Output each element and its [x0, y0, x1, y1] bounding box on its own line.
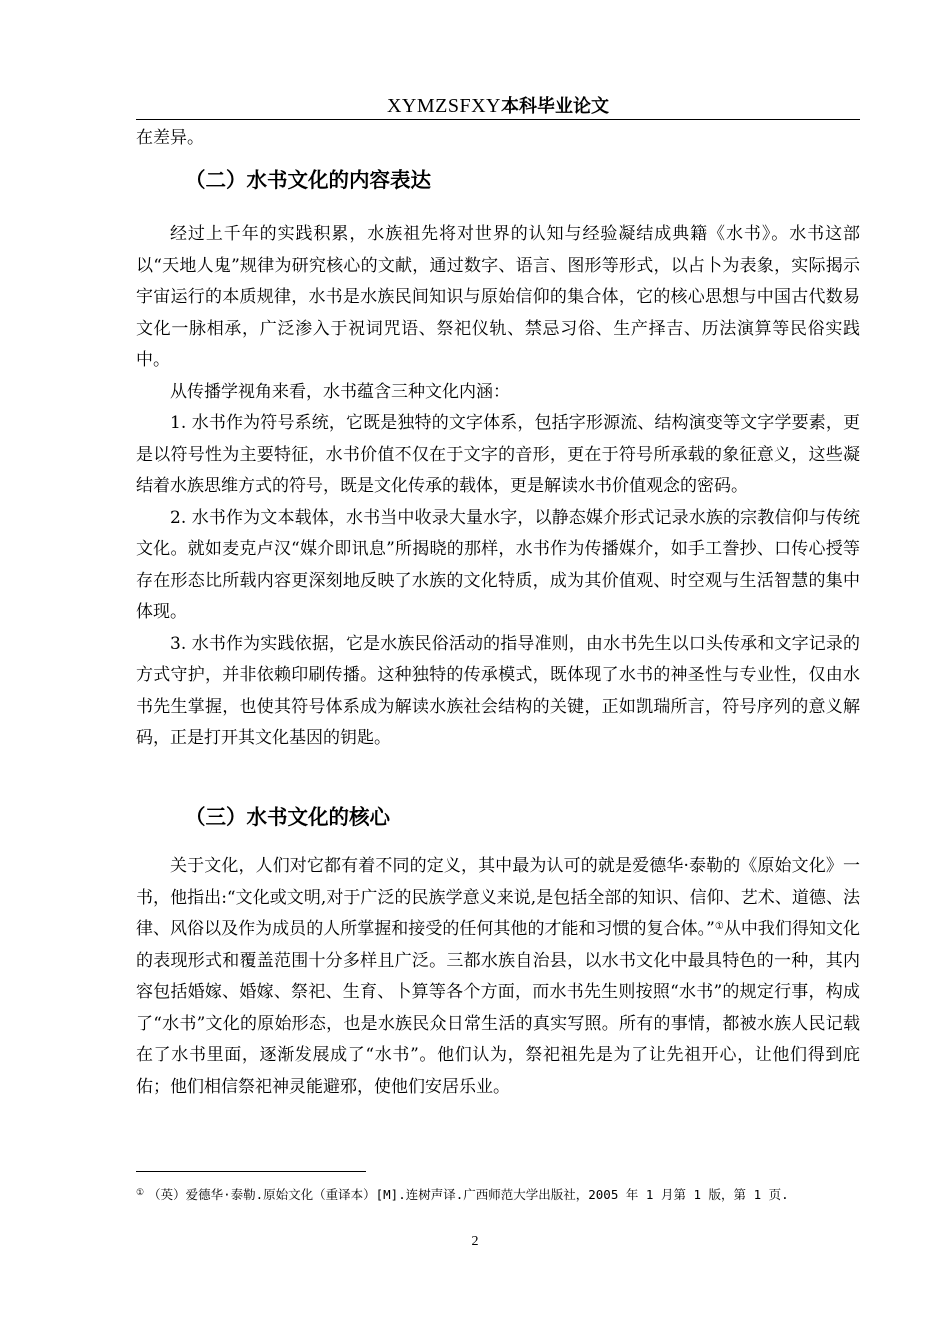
page-header [136, 92, 860, 120]
paragraph-part-1: 关于文化，人们对它都有着不同的定义，其中最为认可的就是爱德华·泰勒的《原始文化》一书，他指出:“文化或文明,对于广泛的民族学意义来说,是包括全部的知识、信仰、艺术、道德、法律、风俗以及作为成员的人所掌握和接受的任何其他的才能和习惯的复合体。” [136, 856, 860, 939]
footnote-mark: ① [136, 1188, 145, 1198]
list-item: 1. 水书作为符号系统，它既是独特的文字体系，包括字形源流、结构演变等文字学要素，更是以符号性为主要特征，水书价值不仅在于文字的音形，更在于符号所承载的象征意义，这些凝结着水族思维方式的符号，既是文化传承的载体，更是解读水书价值观念的密码。 [136, 413, 860, 496]
footnote-text: （英）爱德华·泰勒.原始文化（重译本）[M].连树声译.广西师范大学出版社，2005 年 1 月第 1 版，第 1 页. [148, 1187, 789, 1202]
footnote-reference[interactable]: ① [714, 921, 724, 932]
footnote-divider [136, 1171, 366, 1172]
paragraph [136, 851, 860, 1103]
paragraph-part-2: 从中我们得知文化的表现形式和覆盖范围十分多样且广泛。三都水族自治县，以水书文化中最具特色的一种，其内容包括婚嫁、婚嫁、祭祀、生育、卜算等各个方面，而水书先生则按照“水书”的规定行事，构成了“水书”文化的原始形态，也是水族民众日常生活的真实写照。所有的事情，都被水族人民记载在了水书里面，逐渐发展成了“水书”。他们认为，祭祀祖先是为了让先祖开心，让他们得到庇佑；他们相信祭祀神灵能避邪，使他们安居乐业。 [136, 919, 861, 1097]
page-number: 2 [471, 1234, 479, 1249]
paragraph: 经过上千年的实践积累，水族祖先将对世界的认知与经验凝结成典籍《水书》。水书这部以“天地人鬼”规律为研究核心的文献，通过数字、语言、图形等形式，以占卜为表象，实际揭示宇宙运行的本质规律，水书是水族民间知识与原始信仰的集合体，它的核心思想与中国古代数易文化一脉相承，广泛渗入于祝词咒语、祭祀仪轨、禁忌习俗、生产择吉、历法演算等民俗实践中。 [136, 224, 860, 370]
footnote [136, 1183, 860, 1207]
section-2-body [136, 219, 860, 755]
carryover-block [136, 123, 860, 155]
header-title: 本科毕业论文 [501, 96, 610, 117]
section-heading-3-block [136, 800, 860, 830]
header-code: XYMZSFXY [386, 95, 502, 117]
section-3-body [136, 851, 860, 1103]
section-heading-2-block [136, 163, 860, 193]
list-item: 2. 水书作为文本载体，水书当中收录大量水字，以静态媒介形式记录水族的宗教信仰与传统文化。就如麦克卢汉“媒介即讯息”所揭晓的那样，水书作为传播媒介，如手工誊抄、口传心授等存在形态比所载内容更深刻地反映了水族的文化特质，成为其价值观、时空观与生活智慧的集中体现。 [136, 507, 860, 622]
list-item: 3. 水书作为实践依据，它是水族民俗活动的指导准则，由水书先生以口头传承和文字记录的方式守护，并非依赖印刷传播。这种独特的传承模式，既体现了水书的神圣性与专业性，仅由水书先生掌握，也使其符号体系成为解读水族社会结构的关键，正如凯瑞所言，符号序列的意义解码，正是打开其文化基因的钥匙。 [136, 633, 860, 748]
section-heading-3: （三）水书文化的核心 [185, 805, 390, 829]
carryover-text: 在差异。 [136, 128, 204, 148]
section-heading-2: （二）水书文化的内容表达 [185, 168, 431, 192]
paragraph: 从传播学视角来看，水书蕴含三种文化内涵： [170, 381, 510, 402]
